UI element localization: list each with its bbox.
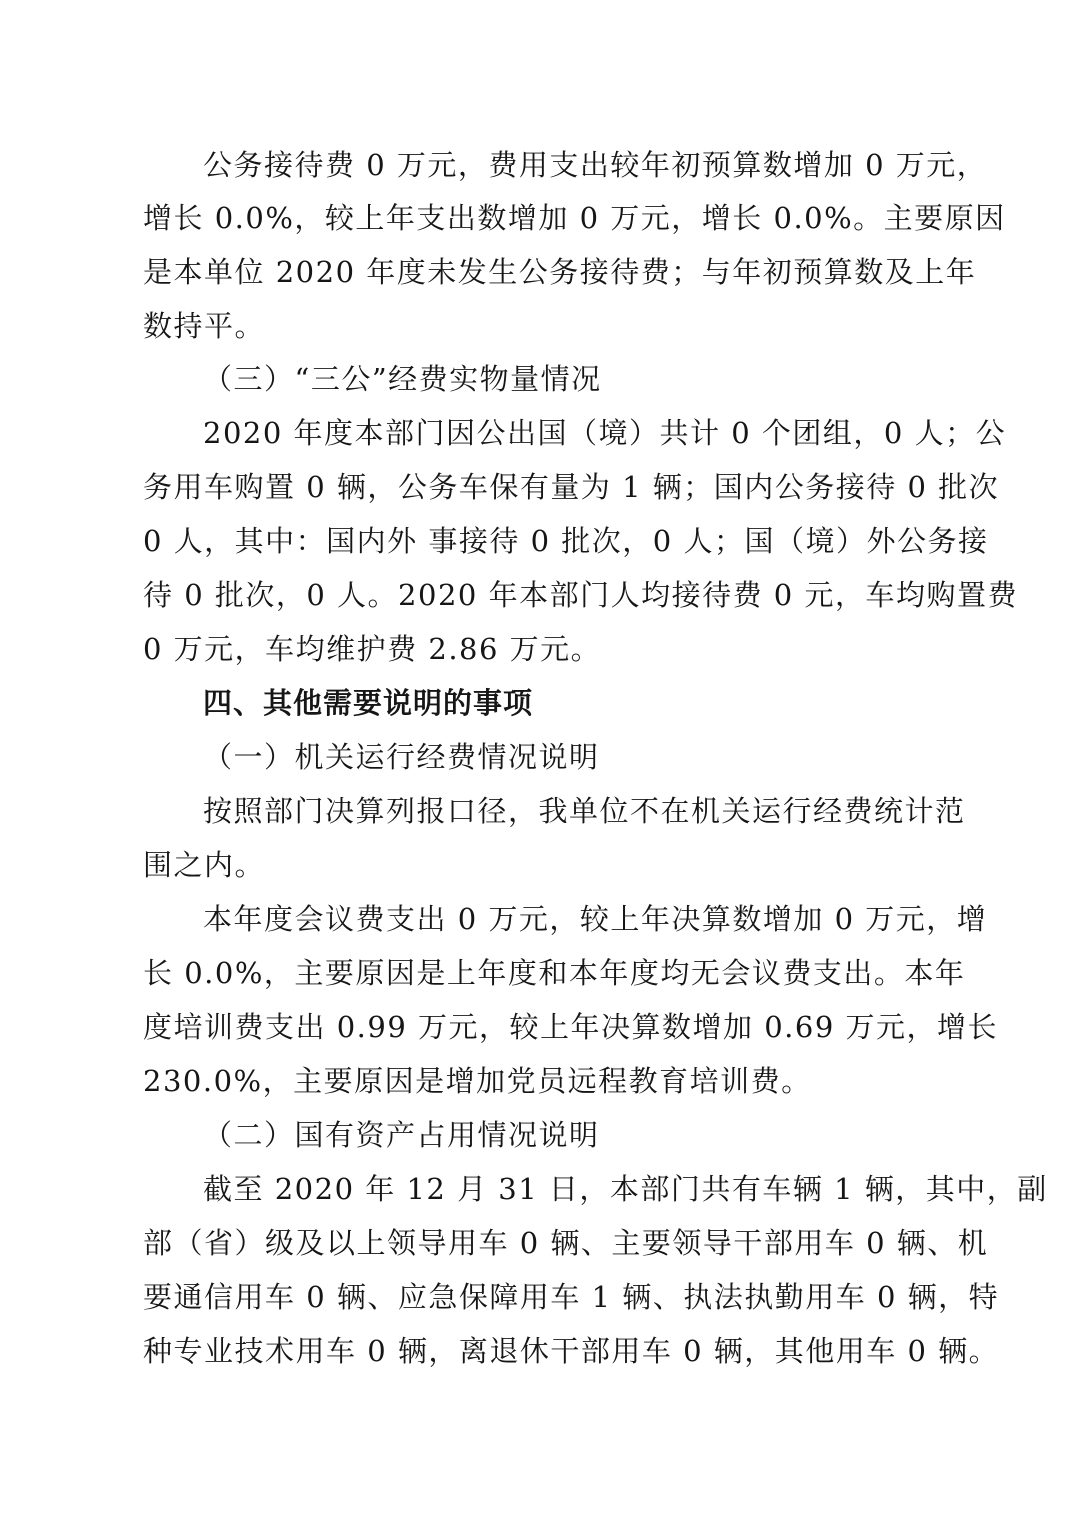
subsection-heading: （二）国有资产占用情况说明 <box>203 1118 600 1152</box>
paragraph-line: 要通信用车 0 辆、应急保障用车 1 辆、执法执勤用车 0 辆，特 <box>143 1280 1000 1314</box>
paragraph-line: 0 万元，车均维护费 2.86 万元。 <box>143 632 602 666</box>
paragraph-line: 度培训费支出 0.99 万元，较上年决算数增加 0.69 万元，增长 <box>143 1010 999 1044</box>
paragraph-line: 0 人，其中：国内外 事接待 0 批次，0 人；国（境）外公务接 <box>143 524 989 558</box>
paragraph-line: 是本单位 2020 年度未发生公务接待费；与年初预算数及上年 <box>143 255 977 289</box>
paragraph-line: 按照部门决算列报口径，我单位不在机关运行经费统计范 <box>203 794 966 828</box>
paragraph-line: 围之内。 <box>143 848 266 882</box>
paragraph-line: 230.0%，主要原因是增加党员远程教育培训费。 <box>143 1064 812 1098</box>
paragraph-line: 待 0 批次，0 人。2020 年本部门人均接待费 0 元，车均购置费 <box>143 578 1018 612</box>
paragraph-line: 本年度会议费支出 0 万元，较上年决算数增加 0 万元，增 <box>203 902 988 936</box>
paragraph-line: 部（省）级及以上领导用车 0 辆、主要领导干部用车 0 辆、机 <box>143 1226 989 1260</box>
paragraph-line: 长 0.0%，主要原因是上年度和本年度均无会议费支出。本年 <box>143 956 966 990</box>
paragraph-line: 截至 2020 年 12 月 31 日，本部门共有车辆 1 辆，其中，副 <box>203 1172 1048 1206</box>
subsection-heading: （一）机关运行经费情况说明 <box>203 740 600 774</box>
paragraph-line: 2020 年度本部门因公出国（境）共计 0 个团组，0 人；公 <box>203 416 1007 450</box>
paragraph-line: 务用车购置 0 辆，公务车保有量为 1 辆；国内公务接待 0 批次 <box>143 470 1000 504</box>
paragraph-line: 公务接待费 0 万元，费用支出较年初预算数增加 0 万元， <box>203 148 988 182</box>
subsection-heading: （三）“三公”经费实物量情况 <box>203 362 602 396</box>
paragraph-line: 种专业技术用车 0 辆，离退休干部用车 0 辆，其他用车 0 辆。 <box>143 1334 1000 1368</box>
paragraph-line: 数持平。 <box>143 309 266 343</box>
section-heading: 四、其他需要说明的事项 <box>203 686 534 720</box>
paragraph-line: 增长 0.0%，较上年支出数增加 0 万元，增长 0.0%。主要原因 <box>143 201 1006 235</box>
